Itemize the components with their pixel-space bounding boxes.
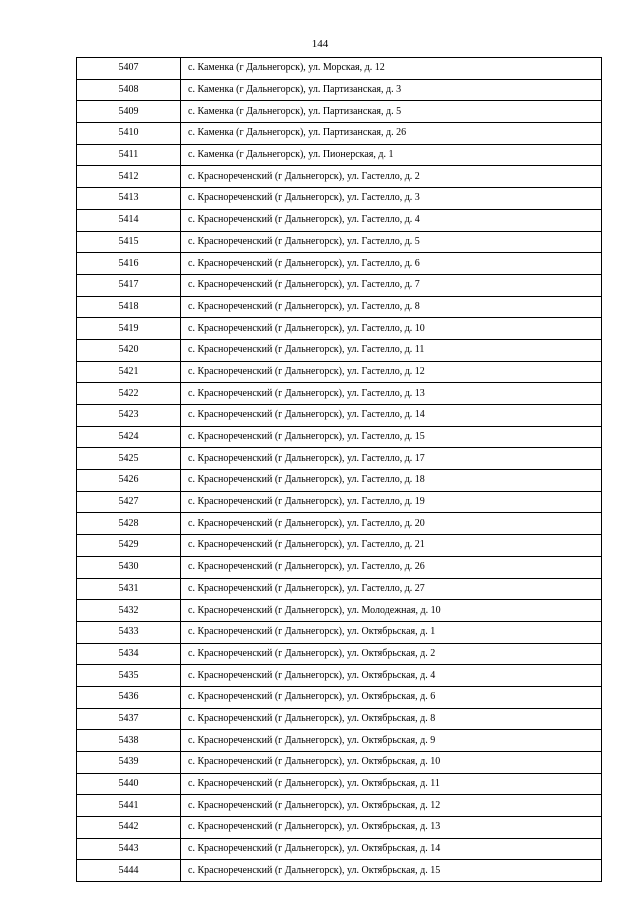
- row-address: с. Краснореченский (г Дальнегорск), ул. Октябрьская, д. 1: [181, 621, 602, 643]
- table-row: [77, 426, 602, 448]
- row-number: 5408: [77, 79, 181, 101]
- row-number: 5432: [77, 600, 181, 622]
- table-row: [77, 773, 602, 795]
- row-address: с. Каменка (г Дальнегорск), ул. Морская, д. 12: [181, 58, 602, 80]
- row-number: 5427: [77, 491, 181, 513]
- row-number: 5420: [77, 339, 181, 361]
- row-address: с. Краснореченский (г Дальнегорск), ул. Гастелло, д. 21: [181, 535, 602, 557]
- table-row: [77, 708, 602, 730]
- table-row: [77, 686, 602, 708]
- row-address: с. Краснореченский (г Дальнегорск), ул. Октябрьская, д. 2: [181, 643, 602, 665]
- row-address: с. Краснореченский (г Дальнегорск), ул. Гастелло, д. 19: [181, 491, 602, 513]
- row-address: с. Краснореченский (г Дальнегорск), ул. Октябрьская, д. 13: [181, 817, 602, 839]
- row-number: 5423: [77, 405, 181, 427]
- row-number: 5415: [77, 231, 181, 253]
- row-number: 5425: [77, 448, 181, 470]
- row-number: 5426: [77, 470, 181, 492]
- table-row: [77, 383, 602, 405]
- row-address: с. Краснореченский (г Дальнегорск), ул. Гастелло, д. 6: [181, 253, 602, 275]
- table-row: [77, 621, 602, 643]
- row-address: с. Краснореченский (г Дальнегорск), ул. Октябрьская, д. 8: [181, 708, 602, 730]
- row-number: 5413: [77, 188, 181, 210]
- row-number: 5409: [77, 101, 181, 123]
- row-address: с. Краснореченский (г Дальнегорск), ул. Октябрьская, д. 12: [181, 795, 602, 817]
- row-address: с. Краснореченский (г Дальнегорск), ул. Гастелло, д. 26: [181, 556, 602, 578]
- row-number: 5412: [77, 166, 181, 188]
- row-address: с. Краснореченский (г Дальнегорск), ул. Гастелло, д. 13: [181, 383, 602, 405]
- row-address: с. Краснореченский (г Дальнегорск), ул. Октябрьская, д. 15: [181, 860, 602, 882]
- table-row: [77, 209, 602, 231]
- table-row: [77, 188, 602, 210]
- page-number: 144: [311, 38, 329, 50]
- row-number: 5417: [77, 274, 181, 296]
- row-number: 5414: [77, 209, 181, 231]
- table-row: [77, 535, 602, 557]
- row-number: 5430: [77, 556, 181, 578]
- row-address: с. Краснореченский (г Дальнегорск), ул. Гастелло, д. 5: [181, 231, 602, 253]
- row-address: с. Краснореченский (г Дальнегорск), ул. Молодежная, д. 10: [181, 600, 602, 622]
- row-number: 5431: [77, 578, 181, 600]
- table-row: [77, 730, 602, 752]
- row-number: 5429: [77, 535, 181, 557]
- table-row: [77, 361, 602, 383]
- table-row: [77, 470, 602, 492]
- table-row: [77, 448, 602, 470]
- row-address: с. Краснореченский (г Дальнегорск), ул. Гастелло, д. 17: [181, 448, 602, 470]
- row-number: 5428: [77, 513, 181, 535]
- row-number: 5443: [77, 838, 181, 860]
- table-row: [77, 600, 602, 622]
- row-address: с. Каменка (г Дальнегорск), ул. Партизанская, д. 5: [181, 101, 602, 123]
- row-number: 5444: [77, 860, 181, 882]
- row-number: 5439: [77, 752, 181, 774]
- row-address: с. Краснореченский (г Дальнегорск), ул. Гастелло, д. 4: [181, 209, 602, 231]
- row-address: с. Каменка (г Дальнегорск), ул. Пионерская, д. 1: [181, 144, 602, 166]
- table-row: [77, 838, 602, 860]
- row-address: с. Каменка (г Дальнегорск), ул. Партизанская, д. 26: [181, 123, 602, 145]
- table-row: [77, 231, 602, 253]
- row-number: 5416: [77, 253, 181, 275]
- address-table-body: [77, 58, 602, 882]
- table-row: [77, 144, 602, 166]
- row-address: с. Краснореченский (г Дальнегорск), ул. Гастелло, д. 12: [181, 361, 602, 383]
- table-row: [77, 318, 602, 340]
- row-number: 5436: [77, 686, 181, 708]
- table-row: [77, 578, 602, 600]
- row-number: 5441: [77, 795, 181, 817]
- table-row: [77, 253, 602, 275]
- row-address: с. Краснореченский (г Дальнегорск), ул. Октябрьская, д. 9: [181, 730, 602, 752]
- table-row: [77, 166, 602, 188]
- table-row: [77, 405, 602, 427]
- row-address: с. Краснореченский (г Дальнегорск), ул. Октябрьская, д. 6: [181, 686, 602, 708]
- table-row: [77, 339, 602, 361]
- row-address: с. Краснореченский (г Дальнегорск), ул. Октябрьская, д. 4: [181, 665, 602, 687]
- table-row: [77, 795, 602, 817]
- row-address: с. Краснореченский (г Дальнегорск), ул. Гастелло, д. 8: [181, 296, 602, 318]
- row-number: 5422: [77, 383, 181, 405]
- table-row: [77, 752, 602, 774]
- row-number: 5421: [77, 361, 181, 383]
- table-row: [77, 513, 602, 535]
- row-address: с. Краснореченский (г Дальнегорск), ул. Октябрьская, д. 11: [181, 773, 602, 795]
- row-number: 5437: [77, 708, 181, 730]
- row-address: с. Краснореченский (г Дальнегорск), ул. Гастелло, д. 2: [181, 166, 602, 188]
- table-row: [77, 665, 602, 687]
- row-address: с. Краснореченский (г Дальнегорск), ул. Октябрьская, д. 14: [181, 838, 602, 860]
- row-address: с. Краснореченский (г Дальнегорск), ул. Гастелло, д. 27: [181, 578, 602, 600]
- row-number: 5440: [77, 773, 181, 795]
- table-row: [77, 643, 602, 665]
- table-row: [77, 296, 602, 318]
- row-number: 5419: [77, 318, 181, 340]
- row-number: 5411: [77, 144, 181, 166]
- row-number: 5442: [77, 817, 181, 839]
- row-address: с. Краснореченский (г Дальнегорск), ул. Гастелло, д. 7: [181, 274, 602, 296]
- row-number: 5433: [77, 621, 181, 643]
- row-address: с. Каменка (г Дальнегорск), ул. Партизанская, д. 3: [181, 79, 602, 101]
- table-row: [77, 817, 602, 839]
- row-number: 5424: [77, 426, 181, 448]
- table-row: [77, 123, 602, 145]
- table-row: [77, 491, 602, 513]
- row-address: с. Краснореченский (г Дальнегорск), ул. Октябрьская, д. 10: [181, 752, 602, 774]
- row-number: 5438: [77, 730, 181, 752]
- row-address: с. Краснореченский (г Дальнегорск), ул. Гастелло, д. 10: [181, 318, 602, 340]
- row-address: с. Краснореченский (г Дальнегорск), ул. Гастелло, д. 11: [181, 339, 602, 361]
- table-row: [77, 556, 602, 578]
- row-number: 5435: [77, 665, 181, 687]
- table-row: [77, 101, 602, 123]
- table-row: [77, 860, 602, 882]
- row-number: 5418: [77, 296, 181, 318]
- row-address: с. Краснореченский (г Дальнегорск), ул. Гастелло, д. 15: [181, 426, 602, 448]
- address-table: [76, 57, 602, 882]
- row-address: с. Краснореченский (г Дальнегорск), ул. Гастелло, д. 14: [181, 405, 602, 427]
- table-row: [77, 274, 602, 296]
- row-address: с. Краснореченский (г Дальнегорск), ул. Гастелло, д. 18: [181, 470, 602, 492]
- table-row: [77, 79, 602, 101]
- table-row: [77, 58, 602, 80]
- row-number: 5434: [77, 643, 181, 665]
- row-number: 5407: [77, 58, 181, 80]
- row-address: с. Краснореченский (г Дальнегорск), ул. Гастелло, д. 20: [181, 513, 602, 535]
- row-number: 5410: [77, 123, 181, 145]
- row-address: с. Краснореченский (г Дальнегорск), ул. Гастелло, д. 3: [181, 188, 602, 210]
